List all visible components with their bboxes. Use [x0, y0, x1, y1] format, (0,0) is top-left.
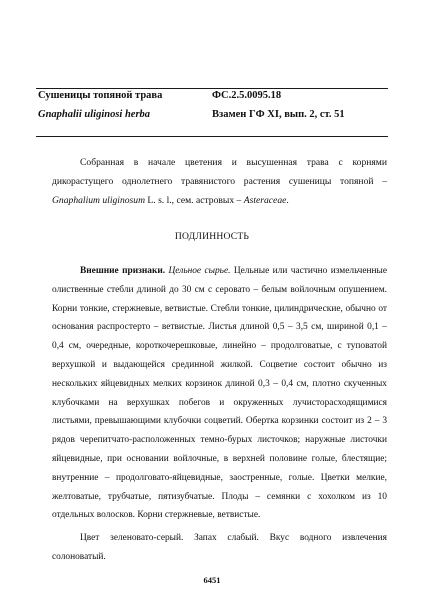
monograph-code: ФС.2.5.0095.18	[212, 90, 282, 101]
header-top-rule	[36, 88, 388, 89]
lead-italic: Цельное сырье.	[168, 266, 231, 276]
intro-latin-family: Asteraceae	[243, 194, 287, 206]
lead-bold: Внешние признаки.	[80, 266, 166, 276]
paragraph-external-signs	[52, 262, 387, 525]
page-number: 6451	[203, 575, 221, 585]
paragraph-1-text: Цельные или частично измельченные олиственные стебли длиной до 30 см с серовато – белым войлочным опушением. Корни тонкие, стержневые, ветвистые. Стебли тонкие, цилиндрические, обычно от основания распростерто – ветвистые. Листья длиной 0,5 – 3,5 см, шириной 0,1 – 0,4 см, очередные, короткочерешковые, линейно – продолговатые, с туповатой верхушкой и выдающейся срединной жилкой. Соцветие состоит обычно из нескольких яйцевидных мелких корзинок длиной 0,3 – 0,4 см, плотно скученных клубочками на верхушках побегов и окруженных лучисторасходящимися листьями, превышающими клубочки соцветий. Обертка корзинки состоит из 2 – 3 рядов черепитчато-расположенных темно-бурых листочков; наружные листочки яйцевидные, при основании войлочные, в верхней половине голые, блестящие; внутренние – продолговато-яйцевидные, заостренные, голые. Цветки мелкие, желтоватые, трубчатые, пятизубчатые. Плоды – семянки с хохолком из 10 отдельных волосков. Корни стержневые, ветвистые.	[52, 266, 388, 521]
header-bottom-rule	[36, 136, 388, 137]
intro-text-2: L. s. l., сем. астровых –	[145, 194, 244, 206]
body-text	[52, 262, 387, 567]
monograph-latin-title: Gnaphalii uliginosi herba	[38, 109, 151, 120]
intro-text-1: Собранная в начале цветения и высушенная трава с корнями дикорастущего однолетнего травянистого растения сушеницы топяной –	[52, 157, 387, 187]
section-title: ПОДЛИННОСТЬ	[174, 231, 250, 242]
intro-text-3: .	[286, 194, 289, 206]
intro-paragraph	[52, 154, 387, 210]
paragraph-color-odor: Цвет зеленовато-серый. Запах слабый. Вкус водного извлечения солоноватый.	[52, 533, 387, 562]
intro-latin-genus: Gnaphalium uliginosum	[52, 194, 146, 206]
monograph-title: Сушеницы топяной трава	[38, 90, 163, 101]
replaces-reference: Взамен ГФ XI, вып. 2, ст. 51	[212, 109, 345, 120]
